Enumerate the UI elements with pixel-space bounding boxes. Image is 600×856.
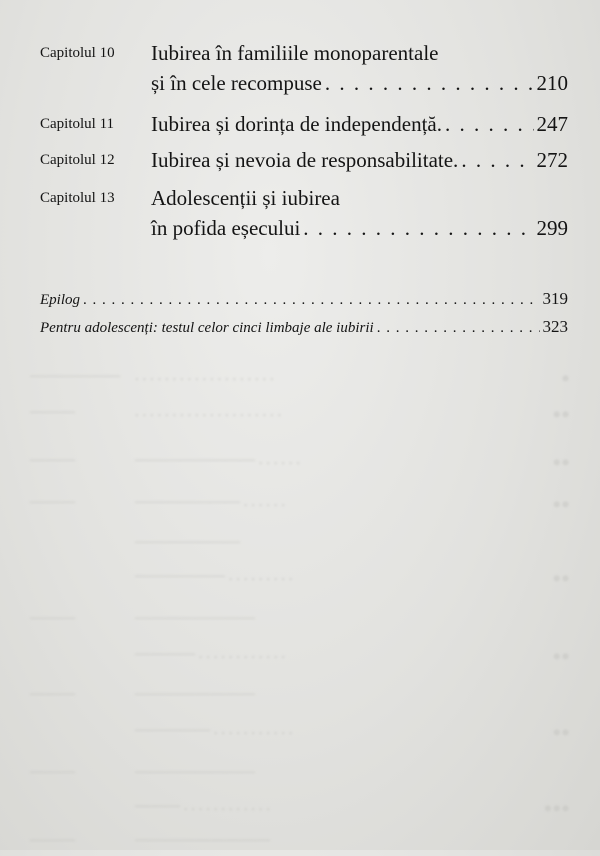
dot-leader bbox=[461, 145, 533, 175]
dot-leader bbox=[303, 213, 533, 243]
toc-entry-chapter-10 bbox=[40, 38, 568, 98]
page-number: 272 bbox=[536, 148, 568, 172]
show-through-row: ——— . . . . . . . . . . . . . . . . . . . . ∘∘ bbox=[30, 404, 570, 424]
show-through-row: ————— . . . . . . . . . . . ∘∘ bbox=[135, 722, 570, 742]
chapter-title-line: Iubirea și nevoia de responsabilitate. bbox=[151, 148, 459, 172]
page-number: 319 bbox=[542, 289, 568, 308]
show-through-row: ——— ———————— bbox=[30, 610, 255, 626]
chapter-title-line: Iubirea în familiile monoparentale bbox=[151, 41, 439, 65]
chapter-label: Capitolul 12 bbox=[40, 152, 115, 168]
page-number: 210 bbox=[536, 71, 568, 95]
show-through-row: —————— . . . . . . . . . ∘∘ bbox=[135, 568, 570, 588]
toc-entry-test bbox=[40, 317, 568, 337]
entry-title bbox=[40, 320, 374, 337]
entry-title-part: Pentru adolescenți: bbox=[40, 320, 158, 336]
dot-leader bbox=[83, 292, 540, 309]
show-through-row: ——————— bbox=[135, 534, 240, 550]
entry-title-part: testul celor cinci limbaje ale iubirii bbox=[157, 320, 374, 336]
show-through-row: ——— . . . . . . . . . . . . ∘∘∘ bbox=[135, 798, 570, 818]
show-through-row: ——— ————————— bbox=[30, 832, 270, 848]
entry-title: Epilog bbox=[40, 292, 80, 308]
show-through-row: —————— . . . . . . . . . . . . . . . . . . . ∘ bbox=[30, 368, 570, 388]
dot-leader bbox=[377, 320, 540, 337]
chapter-title-line: Adolescenții și iubirea bbox=[151, 186, 340, 210]
chapter-label: Capitolul 13 bbox=[40, 190, 115, 206]
show-through-row: ——— ———————— bbox=[30, 764, 255, 780]
chapter-label: Capitolul 11 bbox=[40, 116, 115, 132]
page-number: 323 bbox=[542, 317, 568, 336]
show-through-row: ——— ——————— . . . . . . ∘∘ bbox=[30, 494, 570, 514]
page-number: 247 bbox=[536, 112, 568, 136]
page-number: 299 bbox=[536, 216, 568, 240]
chapter-title-line: și în cele recompuse bbox=[151, 71, 322, 95]
show-through-row: ——— ———————— . . . . . . ∘∘ bbox=[30, 452, 570, 472]
chapter-title-line: Iubirea și dorința de independență. bbox=[151, 112, 442, 136]
toc-entry-chapter-13 bbox=[40, 183, 568, 243]
chapter-title-line: în pofida eșecului bbox=[151, 216, 301, 240]
toc-entry-chapter-12 bbox=[40, 145, 568, 175]
chapter-label: Capitolul 10 bbox=[40, 45, 115, 61]
show-through-row: ———— . . . . . . . . . . . . ∘∘ bbox=[135, 646, 570, 666]
toc-entry-epilog bbox=[40, 289, 568, 309]
show-through-row: ——— ———————— bbox=[30, 686, 255, 702]
dot-leader bbox=[445, 109, 534, 139]
dot-leader bbox=[325, 68, 534, 98]
toc-entry-chapter-11 bbox=[40, 109, 568, 139]
